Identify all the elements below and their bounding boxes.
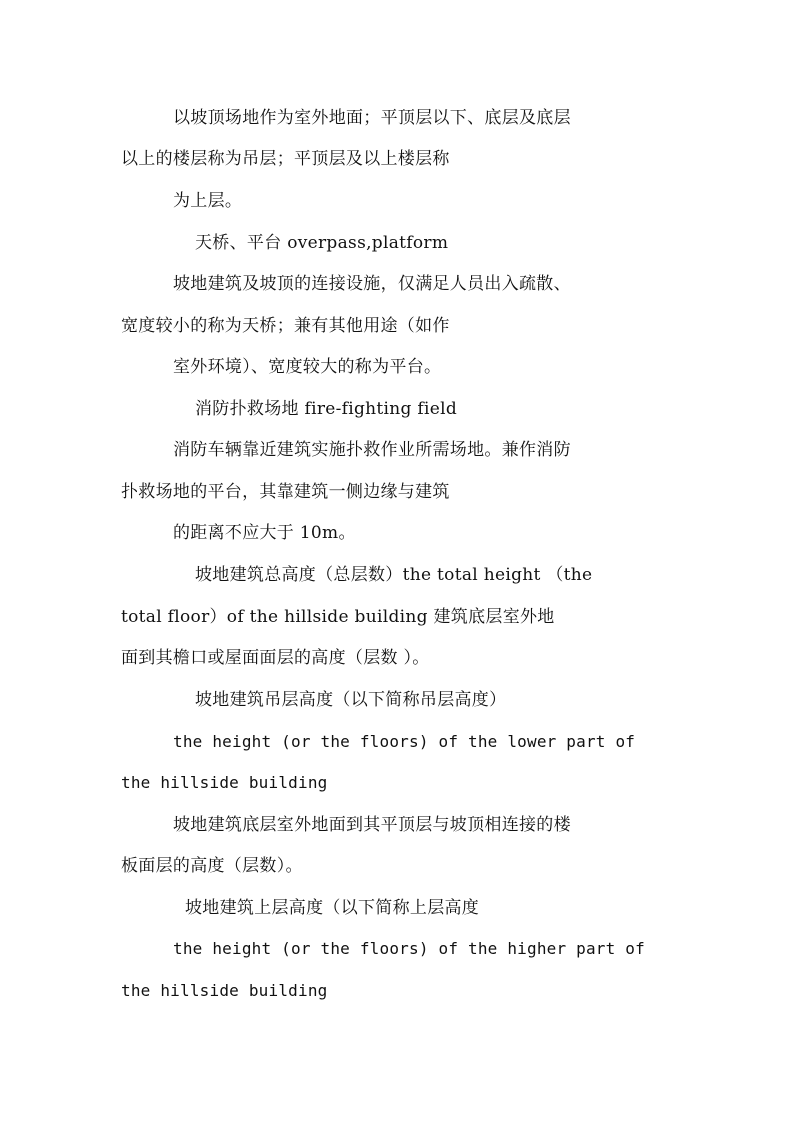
term-heading-total-height: 坡地建筑总高度（总层数）the total height （the: [195, 565, 593, 585]
term-heading-fire-fighting-field: 消防扑救场地 fire-fighting field: [195, 399, 458, 419]
paragraph-line-22: the hillside building: [121, 981, 328, 1000]
paragraph-line-3: 为上层。: [173, 191, 243, 211]
paragraph-line-19: 板面层的高度（层数）。: [121, 856, 303, 876]
paragraph-line-13: total floor）of the hillside building 建筑底层室外地: [121, 607, 555, 627]
paragraph-line-17: the hillside building: [121, 773, 328, 792]
paragraph-line-5: 坡地建筑及坡顶的连接设施，仅满足人员出入疏散、: [173, 274, 571, 294]
paragraph-line-6: 宽度较小的称为天桥；兼有其他用途（如作: [121, 316, 450, 336]
paragraph-line-18: 坡地建筑底层室外地面到其平顶层与坡顶相连接的楼: [173, 815, 571, 835]
term-heading-overpass: 天桥、平台 overpass,platform: [195, 233, 449, 253]
term-heading-higher-height: 坡地建筑上层高度（以下简称上层高度: [185, 898, 480, 918]
paragraph-line-21: the height (or the floors) of the higher part of: [173, 939, 645, 958]
paragraph-line-14: 面到其檐口或屋面面层的高度（层数 ）。: [121, 648, 430, 668]
paragraph-line-1: 以坡顶场地作为室外地面；平顶层以下、底层及底层: [173, 108, 571, 128]
paragraph-line-7: 室外环境）、宽度较大的称为平台。: [173, 357, 442, 377]
term-heading-lower-height: 坡地建筑吊层高度（以下简称吊层高度）: [195, 690, 507, 710]
paragraph-line-10: 扑救场地的平台，其靠建筑一侧边缘与建筑: [121, 482, 450, 502]
paragraph-line-2: 以上的楼层称为吊层；平顶层及以上楼层称: [121, 149, 450, 169]
paragraph-line-9: 消防车辆靠近建筑实施扑救作业所需场地。兼作消防: [173, 440, 571, 460]
paragraph-line-11: 的距离不应大于 10m。: [173, 523, 356, 543]
paragraph-line-16: the height (or the floors) of the lower part of: [173, 732, 636, 751]
